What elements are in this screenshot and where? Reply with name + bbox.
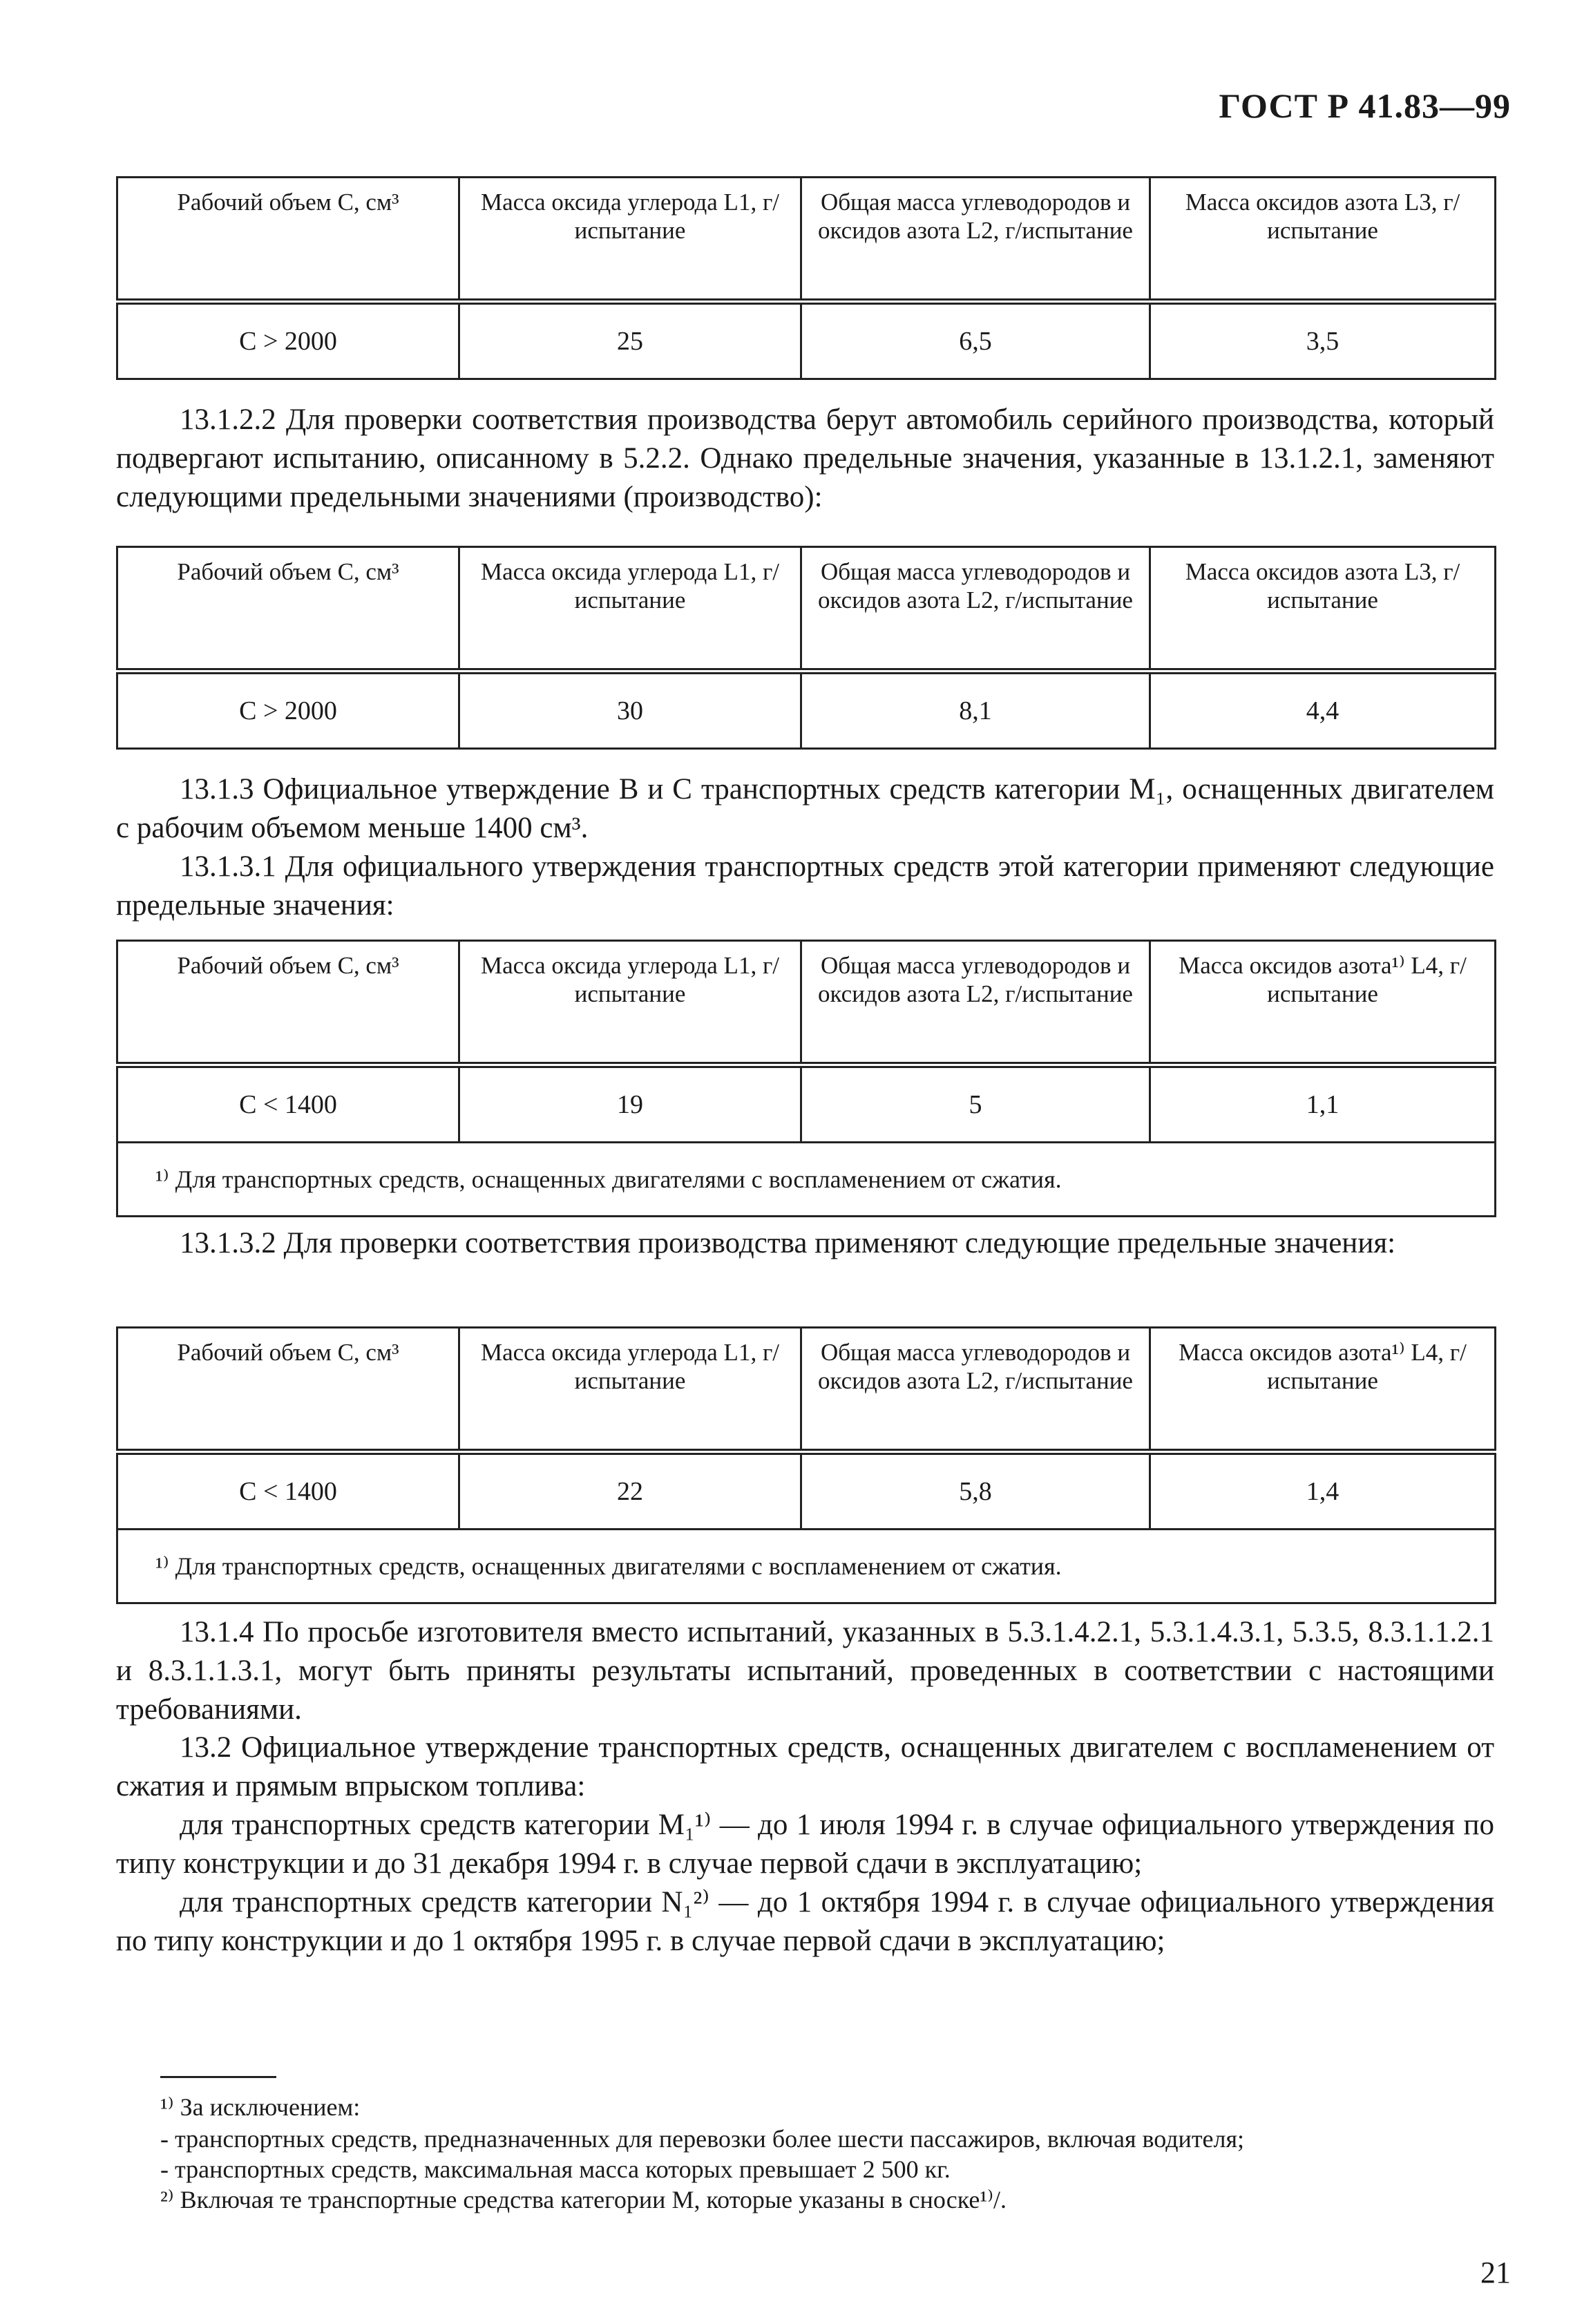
- table-cell: С < 1400: [117, 1065, 459, 1143]
- paragraph-13-1-2-2: 13.1.2.2 Для проверки соответствия производства берут автомобиль серийного производства, который подвергают испытанию, описанному в 5.2.2. Однако предельные значения, указанные в 13.1.2.1, заменяют следующими предельными значениями (производство):: [116, 403, 1494, 513]
- table-header-cell: Масса оксида углерода L1, г/испытание: [459, 547, 801, 672]
- table-header-cell: Рабочий объем С, см³: [117, 941, 459, 1065]
- limits-table-2: [116, 546, 1496, 750]
- table-header-cell: Общая масса углеводородов и оксидов азота L2, г/испытание: [801, 941, 1150, 1065]
- paragraph-13-2: 13.2 Официальное утверждение транспортных средств, оснащенных двигателем с воспламенением от сжатия и прямым впрыском топлива:: [116, 1731, 1494, 1802]
- limits-table-1: [116, 176, 1496, 380]
- paragraph-13-1-3-1: 13.1.3.1 Для официального утверждения транспортных средств этой категории применяют следующие предельные значения:: [116, 850, 1494, 922]
- table-cell: 3,5: [1150, 302, 1496, 379]
- table-cell: 22: [459, 1452, 801, 1530]
- footnote-1: ¹⁾ За исключением:: [160, 2093, 361, 2121]
- table-header-cell: Рабочий объем С, см³: [117, 178, 459, 302]
- paragraph-category-m1: для транспортных средств категории М₁¹⁾ — до 1 июля 1994 г. в случае официального утверждения по типу конструкции и до 31 декабря 1994 г. в случае первой сдачи в эксплуатацию;: [116, 1809, 1494, 1880]
- paragraph-13-1-4: 13.1.4 По просьбе изготовителя вместо испытаний, указанных в 5.3.1.4.2.1, 5.3.1.4.3.1, 5.3.5, 8.3.1.1.2.1 и 8.3.1.1.3.1, могут быть приняты результаты испытаний, проведенных в соответствии с настоящими требованиями.: [116, 1616, 1494, 1726]
- table-header-cell: Масса оксида углерода L1, г/испытание: [459, 941, 801, 1065]
- paragraph-13-1-3-2: 13.1.3.2 Для проверки соответствия производства применяют следующие предельные значения:: [180, 1227, 1396, 1259]
- table-header-cell: Масса оксида углерода L1, г/испытание: [459, 1328, 801, 1452]
- table-cell: 6,5: [801, 302, 1150, 379]
- footnote-2: ²⁾ Включая те транспортные средства категории М, которые указаны в сноске¹⁾/.: [160, 2186, 1007, 2213]
- table-cell: 1,1: [1150, 1065, 1496, 1143]
- table-header-cell: Масса оксидов азота L3, г/испытание: [1150, 178, 1496, 302]
- table-cell: С < 1400: [117, 1452, 459, 1530]
- table-header-cell: Рабочий объем С, см³: [117, 1328, 459, 1452]
- table-header-cell: Масса оксида углерода L1, г/испытание: [459, 178, 801, 302]
- table-header-cell: Масса оксидов азота¹⁾ L4, г/испытание: [1150, 941, 1496, 1065]
- limits-table-3: [116, 940, 1496, 1217]
- table-cell: 5,8: [801, 1452, 1150, 1530]
- table-cell: 8,1: [801, 672, 1150, 749]
- table-cell: 1,4: [1150, 1452, 1496, 1530]
- table-note: ¹⁾ Для транспортных средств, оснащенных двигателями с воспламенением от сжатия.: [117, 1143, 1496, 1217]
- footnote-item: - транспортных средств, предназначенных для перевозки более шести пассажиров, включая водителя;: [160, 2125, 1245, 2153]
- paragraph-13-1-3: 13.1.3 Официальное утверждение В и С транспортных средств категории М₁, оснащенных двигателем с рабочим объемом меньше 1400 см³.: [116, 773, 1494, 844]
- footnote-item: - транспортных средств, максимальная масса которых превышает 2 500 кг.: [160, 2155, 951, 2183]
- table-header-cell: Общая масса углеводородов и оксидов азота L2, г/испытание: [801, 1328, 1150, 1452]
- table-header-cell: Масса оксидов азота L3, г/испытание: [1150, 547, 1496, 672]
- table-header-cell: Общая масса углеводородов и оксидов азота L2, г/испытание: [801, 547, 1150, 672]
- paragraph-category-n1: для транспортных средств категории N₁²⁾ — до 1 октября 1994 г. в случае официального утверждения по типу конструкции и до 1 октября 1995 г. в случае первой сдачи в эксплуатацию;: [116, 1886, 1494, 1957]
- table-header-cell: Общая масса углеводородов и оксидов азота L2, г/испытание: [801, 178, 1150, 302]
- footnote-divider: [160, 2076, 276, 2078]
- standard-header: ГОСТ Р 41.83—99: [1219, 86, 1511, 125]
- table-note: ¹⁾ Для транспортных средств, оснащенных двигателями с воспламенением от сжатия.: [117, 1530, 1496, 1603]
- page-number: 21: [1480, 2256, 1511, 2289]
- table-cell: 5: [801, 1065, 1150, 1143]
- table-cell: 4,4: [1150, 672, 1496, 749]
- table-cell: С > 2000: [117, 672, 459, 749]
- table-cell: 19: [459, 1065, 801, 1143]
- table-header-cell: Рабочий объем С, см³: [117, 547, 459, 672]
- limits-table-4: [116, 1326, 1496, 1604]
- table-cell: 25: [459, 302, 801, 379]
- table-cell: С > 2000: [117, 302, 459, 379]
- table-cell: 30: [459, 672, 801, 749]
- table-header-cell: Масса оксидов азота¹⁾ L4, г/испытание: [1150, 1328, 1496, 1452]
